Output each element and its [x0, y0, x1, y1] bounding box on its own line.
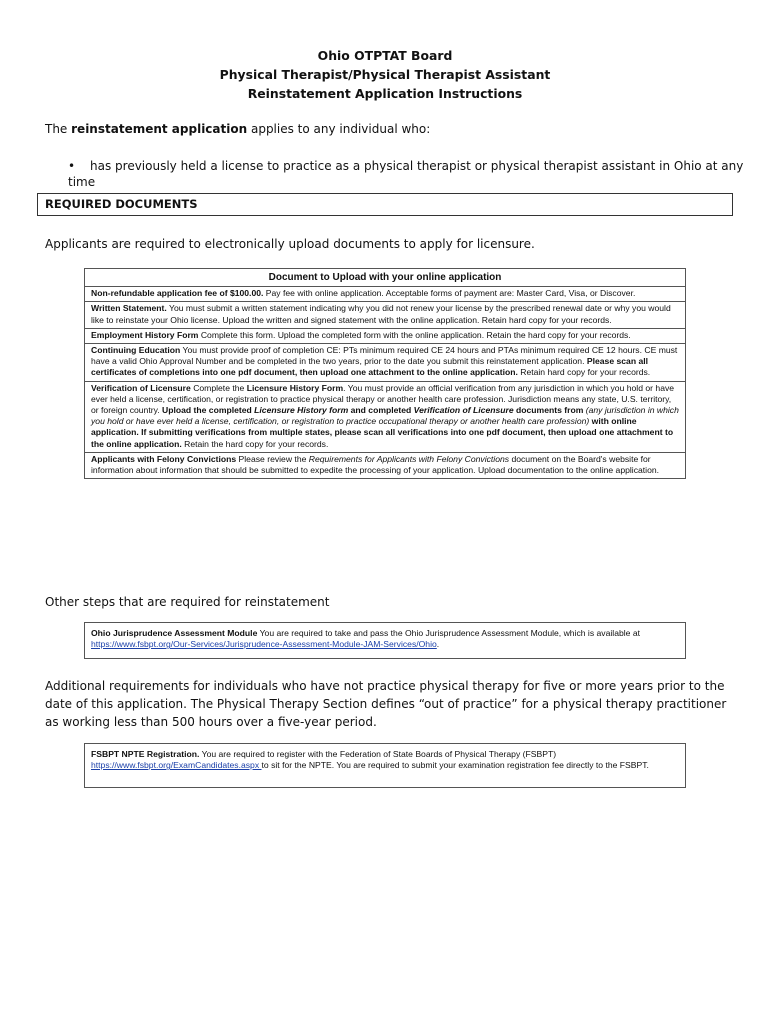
intro-suffix: applies to any individual who: — [247, 122, 431, 136]
title-line-2: Physical Therapist/Physical Therapist Assistant — [219, 67, 551, 82]
table-row — [85, 344, 686, 382]
jurisprudence-link[interactable]: https://www.fsbpt.org/Our-Services/Jurisprudence-Assessment-Module-JAM-Services/Ohio — [91, 639, 437, 650]
title-line-1: Ohio OTPTAT Board — [317, 48, 453, 63]
intro-bold: reinstatement application — [71, 122, 248, 136]
table-row — [85, 302, 686, 328]
bullet-item — [68, 158, 770, 190]
jurisprudence-box — [84, 622, 686, 659]
employment-cell: Employment History Form Complete this form. Upload the completed form with the online application. Retain the hard copy for your records. — [85, 328, 686, 343]
bullet-icon: • — [68, 159, 76, 173]
fee-cell: Non-refundable application fee of $100.00. Pay fee with online application. Acceptable forms of payment are: Master Card, Visa, or Discover. — [85, 287, 686, 302]
other-steps-text: Other steps that are required for reinstatement — [45, 595, 330, 609]
npte-content: FSBPT NPTE Registration. You are required to register with the Federation of State Boards of Physical Therapy (FSBPT) https://www.fsbpt.org/ExamCandidates.aspx to sit for the NPTE. You are required to submit your examination registration fee directly to the FSBPT. — [91, 749, 649, 771]
document-title — [0, 46, 770, 103]
intro-text — [45, 121, 430, 137]
npte-box — [84, 743, 686, 788]
additional-requirements-text: Additional requirements for individuals who have not practice physical therapy for five or more years prior to the date of this application. The Physical Therapy Section defines “out of practice” for a physical therapy practitioner as working less than 500 hours over a five-year period. — [45, 679, 727, 729]
table-row — [85, 452, 686, 478]
verification-cell: Verification of Licensure Complete the Licensure History Form. You must provide an official verification from any jurisdiction in which you hold or have ever held a license, certification, or registration to practice physical therapy or another health care profession. Jurisdiction means any state, U.S. territory, or foreign country. Upload the completed Licensure History form and completed Verification of Licensure documents from (any jurisdiction in which you hold or have ever held a license, certification, or registration to practice occupational therapy or another health care profession) with online application. If submitting verifications from multiple states, please scan all verifications into one pdf document, then upload one attachment to the online application. Retain the hard copy for your records. — [85, 381, 686, 452]
table-header-row — [85, 269, 686, 287]
table-row — [85, 287, 686, 302]
ce-cell: Continuing Education You must provide proof of completion CE: PTs minimum required CE 24 hours and PTAs minimum required CE 12 hours. CE must have a valid Ohio Approval Number and be completed in the two years, prior to the date you submit this reinstatement application. Please scan all certificates of completions into one pdf document, then upload one attachment to the online application. Retain hard copy for your records. — [85, 344, 686, 382]
statement-cell: Written Statement. You must submit a written statement indicating why you did not renew your license by the prescribed renewal date or why you would like to reinstate your Ohio license. Upload the written and signed statement with the online application. Retain hard copy for your records. — [85, 302, 686, 328]
intro-prefix: The — [45, 122, 72, 136]
required-documents-heading: REQUIRED DOCUMENTS — [37, 193, 733, 216]
table-row — [85, 381, 686, 452]
table-header: Document to Upload with your online application — [85, 269, 686, 287]
bullet-text: has previously held a license to practice as a physical therapist or physical therapist assistant in Ohio at any time — [68, 159, 744, 189]
table-row — [85, 328, 686, 343]
title-line-3: Reinstatement Application Instructions — [247, 86, 523, 101]
felony-cell: Applicants with Felony Convictions Please review the Requirements for Applicants with Felony Convictions document on the Board's website for information about information that should be submitted to expedite the processing of your application. Upload documentation to the online application. — [85, 452, 686, 478]
documents-table — [84, 268, 686, 479]
npte-link[interactable]: https://www.fsbpt.org/ExamCandidates.aspx — [91, 760, 262, 771]
jurisprudence-content: Ohio Jurisprudence Assessment Module You are required to take and pass the Ohio Jurisprudence Assessment Module, which is available at https://www.fsbpt.org/Our-Services/Jurisprudence-Assessment-Module-JAM-Services/Ohio. — [91, 628, 641, 650]
upload-note: Applicants are required to electronically upload documents to apply for licensure. — [45, 237, 535, 251]
